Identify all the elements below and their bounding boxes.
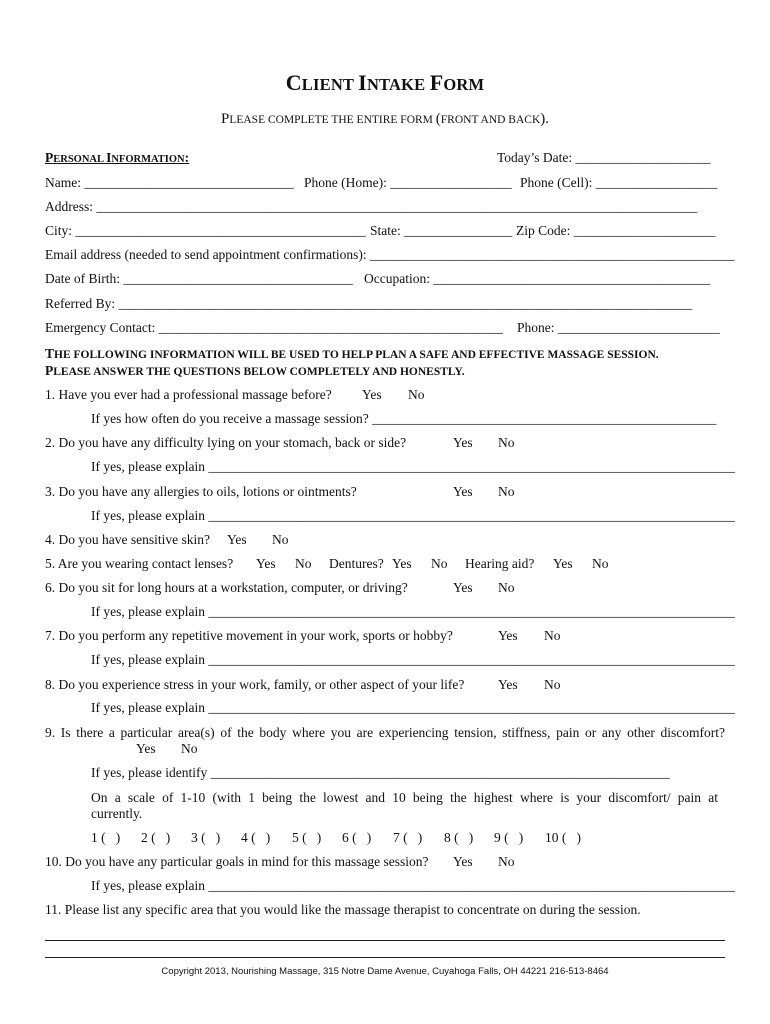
q5-contacts-yes-option[interactable]: Yes [256,556,276,571]
phone-cell-field[interactable]: Phone (Cell): __________________ [520,175,718,190]
question-8: 8. Do you experience stress in your work, family, or other aspect of your life? [45,677,465,692]
pain-scale-option-5[interactable]: 5 ( ) [292,830,322,845]
q5-hearing-no-option[interactable]: No [592,556,609,571]
email-field[interactable]: Email address (needed to send appointment confirmations): ______________________________________________________ [45,247,735,262]
pain-scale-option-2[interactable]: 2 ( ) [141,830,171,845]
pain-scale-option-9[interactable]: 9 ( ) [494,830,524,845]
personal-info-header: PERSONAL INFORMATION: [45,150,190,165]
q7-yes-option[interactable]: Yes [498,628,518,643]
phone-home-field[interactable]: Phone (Home): __________________ [304,175,512,190]
q10-yes-option[interactable]: Yes [453,854,473,869]
question-3: 3. Do you have any allergies to oils, lotions or ointments? [45,484,357,499]
q8-no-option[interactable]: No [544,677,561,692]
q9-identify-field[interactable]: If yes, please identify ____________________________________________________________________ [91,765,670,780]
question-10: 10. Do you have any particular goals in mind for this massage session? [45,854,429,869]
question-9: 9. Is there a particular area(s) of the body where you are experiencing tension, stiffness, pain or any other discomfort? [45,725,725,740]
zip-code-field[interactable]: Zip Code: _____________________ [516,223,716,238]
q4-yes-option[interactable]: Yes [227,532,247,547]
q5-hearing-aid-label: Hearing aid? [465,556,535,571]
copyright-footer: Copyright 2013, Nourishing Massage, 315 Notre Dame Avenue, Cuyahoga Falls, OH 44221 216-513-8464 [161,966,609,977]
q5-hearing-yes-option[interactable]: Yes [553,556,573,571]
q5-contacts-no-option[interactable]: No [295,556,312,571]
q7-no-option[interactable]: No [544,628,561,643]
pain-scale-option-10[interactable]: 10 ( ) [545,830,581,845]
question-4: 4. Do you have sensitive skin? [45,532,210,547]
pain-scale-option-1[interactable]: 1 ( ) [91,830,121,845]
q6-yes-option[interactable]: Yes [453,580,473,595]
city-field[interactable]: City: ___________________________________________ [45,223,366,238]
todays-date-field[interactable]: Today’s Date: ____________________ [497,150,711,165]
q1-no-option[interactable]: No [408,387,425,402]
occupation-field[interactable]: Occupation: _________________________________________ [364,271,711,286]
q11-answer-line-2[interactable] [45,957,725,958]
q6-no-option[interactable]: No [498,580,515,595]
q11-answer-line-1[interactable] [45,940,725,941]
q3-explain-field[interactable]: If yes, please explain ______________________________________________________________________________ [91,508,735,523]
q10-no-option[interactable]: No [498,854,515,869]
referred-by-field[interactable]: Referred By: _____________________________________________________________________________________ [45,296,693,311]
instructions-line-2: PLEASE ANSWER THE QUESTIONS BELOW COMPLETELY AND HONESTLY. [45,363,465,378]
q5-dentures-yes-option[interactable]: Yes [392,556,412,571]
q3-no-option[interactable]: No [498,484,515,499]
question-7: 7. Do you perform any repetitive movement in your work, sports or hobby? [45,628,453,643]
question-5: 5. Are you wearing contact lenses? [45,556,234,571]
question-1: 1. Have you ever had a professional massage before? [45,387,332,402]
address-field[interactable]: Address: _________________________________________________________________________________________ [45,199,698,214]
q9-no-option[interactable]: No [181,741,198,756]
q7-explain-field[interactable]: If yes, please explain ______________________________________________________________________________ [91,652,735,667]
pain-scale-prompt: On a scale of 1-10 (with 1 being the lowest and 10 being the highest where is your discomfort/ pain at [91,790,718,805]
emergency-phone-field[interactable]: Phone: ________________________ [517,320,720,335]
name-field[interactable]: Name: _______________________________ [45,175,294,190]
form-title: CLIENT INTAKE FORM [285,70,485,95]
pain-scale-option-7[interactable]: 7 ( ) [393,830,423,845]
q10-explain-field[interactable]: If yes, please explain ______________________________________________________________________________ [91,878,735,893]
q5-dentures-no-option[interactable]: No [431,556,448,571]
state-field[interactable]: State: ________________ [370,223,513,238]
instructions-line-1: THE FOLLOWING INFORMATION WILL BE USED TO HELP PLAN A SAFE AND EFFECTIVE MASSAGE SESSION. [45,346,659,361]
emergency-contact-field[interactable]: Emergency Contact: ___________________________________________________ [45,320,503,335]
q1-yes-option[interactable]: Yes [362,387,382,402]
date-of-birth-field[interactable]: Date of Birth: __________________________________ [45,271,353,286]
pain-scale-option-4[interactable]: 4 ( ) [241,830,271,845]
pain-scale-option-8[interactable]: 8 ( ) [444,830,474,845]
q5-dentures-label: Dentures? [329,556,384,571]
q6-explain-field[interactable]: If yes, please explain ______________________________________________________________________________ [91,604,735,619]
pain-scale-option-3[interactable]: 3 ( ) [191,830,221,845]
question-11: 11. Please list any specific area that you would like the massage therapist to concentrate on during the session. [45,902,641,917]
form-subtitle: PLEASE COMPLETE THE ENTIRE FORM (FRONT AND BACK). [220,111,550,127]
q2-yes-option[interactable]: Yes [453,435,473,450]
q2-explain-field[interactable]: If yes, please explain ______________________________________________________________________________ [91,459,735,474]
q1-frequency-field[interactable]: If yes how often do you receive a massage session? ___________________________________________________ [91,411,717,426]
question-2: 2. Do you have any difficulty lying on your stomach, back or side? [45,435,407,450]
q8-yes-option[interactable]: Yes [498,677,518,692]
pain-scale-option-6[interactable]: 6 ( ) [342,830,372,845]
pain-scale-prompt-cont: currently. [91,806,143,821]
q9-yes-option[interactable]: Yes [136,741,156,756]
q4-no-option[interactable]: No [272,532,289,547]
q8-explain-field[interactable]: If yes, please explain ______________________________________________________________________________ [91,700,735,715]
q3-yes-option[interactable]: Yes [453,484,473,499]
q2-no-option[interactable]: No [498,435,515,450]
question-6: 6. Do you sit for long hours at a workstation, computer, or driving? [45,580,408,595]
